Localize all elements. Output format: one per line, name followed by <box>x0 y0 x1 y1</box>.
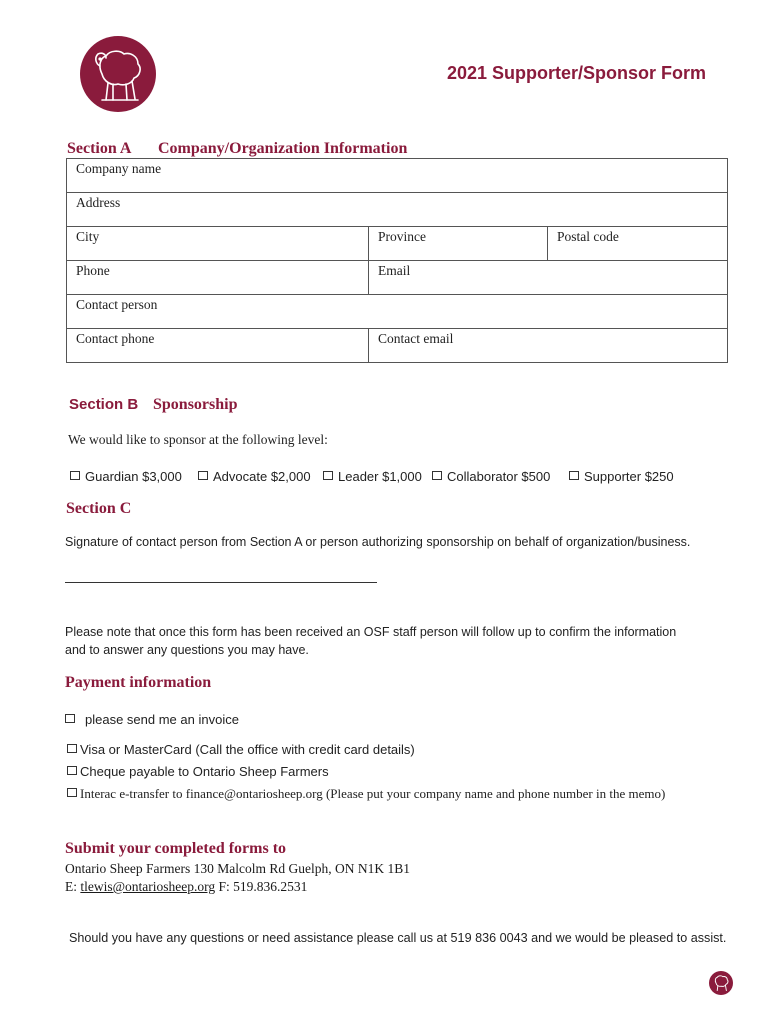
email-field[interactable] <box>369 261 728 295</box>
signature-instructions: Signature of contact person from Section A or person authorizing sponsorship on behalf of organization/business. <box>65 535 691 549</box>
form-title: 2021 Supporter/Sponsor Form <box>446 63 706 83</box>
option-label: Interac e-transfer to finance@ontariosheep.org (Please put your company name and phone number in the memo) <box>80 786 666 801</box>
payment-option-credit-card[interactable] <box>67 742 415 757</box>
phone-field[interactable] <box>67 261 369 295</box>
level-leader[interactable] <box>323 469 422 484</box>
level-label: Collaborator $500 <box>447 469 551 484</box>
submit-contact <box>65 879 307 895</box>
follow-up-note-line1: Please note that once this form has been received an OSF staff person will follow up to confirm the information <box>65 625 677 639</box>
payment-option-invoice[interactable] <box>65 712 239 727</box>
level-label: Advocate $2,000 <box>213 469 311 484</box>
payment-option-cheque[interactable] <box>67 764 329 779</box>
contact-person-field[interactable] <box>67 295 728 329</box>
level-label: Guardian $3,000 <box>85 469 182 484</box>
address-field[interactable] <box>67 193 728 227</box>
section-c-label: Section C <box>66 500 132 517</box>
email-link[interactable]: tlewis@ontariosheep.org <box>80 879 216 894</box>
help-text: Should you have any questions or need assistance please call us at 519 836 0043 and we would be pleased to assist. <box>69 931 727 945</box>
level-advocate[interactable] <box>198 469 311 484</box>
organization-logo <box>80 36 156 112</box>
field-label: Contact person <box>76 297 158 312</box>
payment-option-etransfer[interactable] <box>67 786 665 802</box>
contact-phone-field[interactable] <box>67 329 369 363</box>
option-label: Visa or MasterCard (Call the office with credit card details) <box>80 742 415 757</box>
field-label: Email <box>378 263 411 278</box>
city-field[interactable] <box>67 227 369 261</box>
company-name-field[interactable] <box>67 159 728 193</box>
payment-title: Payment information <box>65 674 212 691</box>
level-label: Leader $1,000 <box>338 469 422 484</box>
sponsorship-intro: We would like to sponsor at the following level: <box>68 432 328 447</box>
footer-logo <box>709 971 733 995</box>
fax-number: F: 519.836.2531 <box>215 879 308 894</box>
signature-line[interactable] <box>65 582 377 583</box>
checkbox[interactable] <box>67 788 77 797</box>
section-a-label: Section A <box>67 140 132 157</box>
level-label: Supporter $250 <box>584 469 674 484</box>
checkbox[interactable] <box>67 766 77 775</box>
section-b-title: Sponsorship <box>153 396 238 413</box>
follow-up-note-line2: and to answer any questions you may have. <box>65 643 309 657</box>
field-label: Company name <box>76 161 162 176</box>
sheep-icon <box>80 36 156 112</box>
field-label: Contact email <box>378 331 454 346</box>
section-a-title: Company/Organization Information <box>158 140 408 157</box>
level-supporter[interactable] <box>569 469 674 484</box>
section-b-label: Section B <box>69 396 139 413</box>
checkbox[interactable] <box>432 471 442 480</box>
email-prefix: E: <box>65 879 81 894</box>
contact-email-field[interactable] <box>369 329 728 363</box>
postal-code-field[interactable] <box>548 227 728 261</box>
checkbox[interactable] <box>323 471 333 480</box>
option-label: Cheque payable to Ontario Sheep Farmers <box>80 764 329 779</box>
field-label: Contact phone <box>76 331 155 346</box>
field-label: Phone <box>76 263 110 278</box>
checkbox[interactable] <box>67 744 77 753</box>
company-info-table <box>66 158 728 363</box>
level-collaborator[interactable] <box>432 469 550 484</box>
submit-title: Submit your completed forms to <box>65 840 287 857</box>
option-label: please send me an invoice <box>85 712 239 727</box>
field-label: Postal code <box>557 229 619 244</box>
sheep-icon <box>709 971 733 995</box>
checkbox[interactable] <box>569 471 579 480</box>
checkbox[interactable] <box>70 471 80 480</box>
field-label: City <box>76 229 100 244</box>
checkbox[interactable] <box>65 714 75 723</box>
level-guardian[interactable] <box>70 469 182 484</box>
field-label: Address <box>76 195 121 210</box>
province-field[interactable] <box>369 227 548 261</box>
checkbox[interactable] <box>198 471 208 480</box>
field-label: Province <box>378 229 426 244</box>
submit-address: Ontario Sheep Farmers 130 Malcolm Rd Guelph, ON N1K 1B1 <box>65 861 410 876</box>
